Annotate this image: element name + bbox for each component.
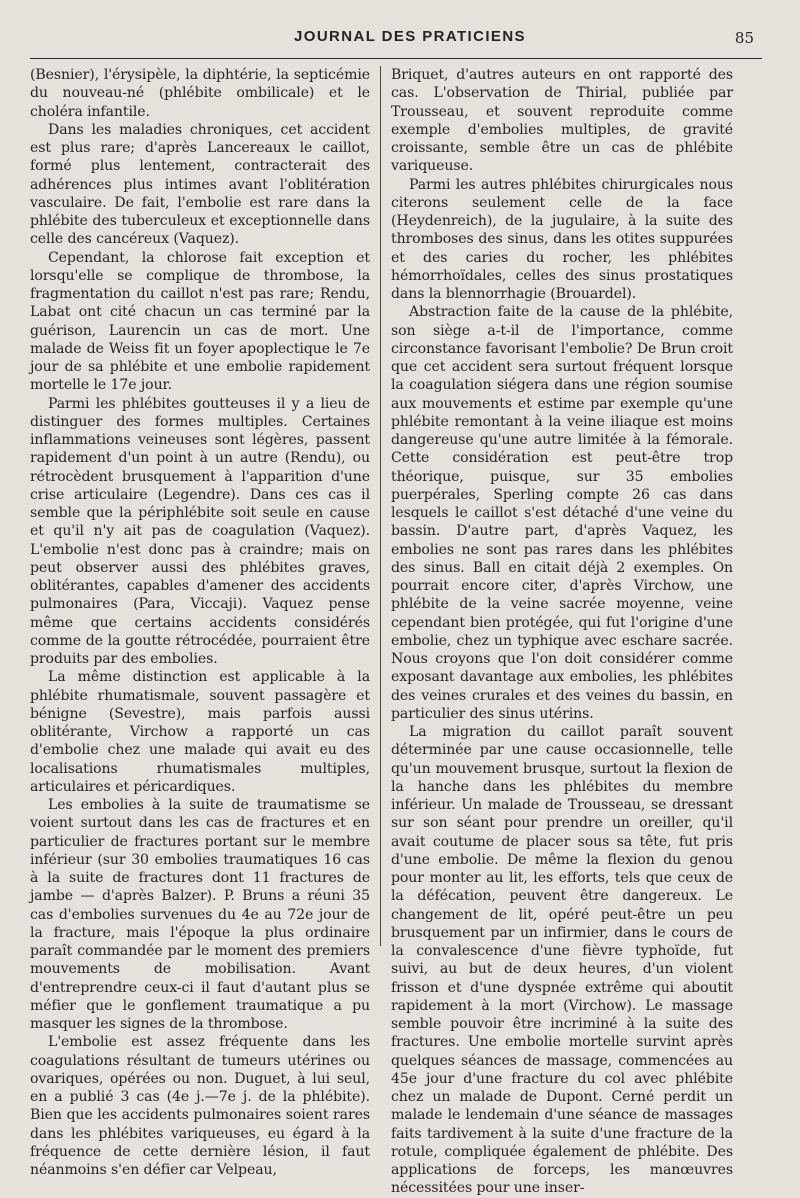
left-column	[30, 66, 370, 1178]
page-number: 85	[734, 29, 754, 47]
running-title: JOURNAL DES PRATICIENS	[294, 28, 526, 45]
paragraph: Abstraction faite de la cause de la phlébite, son siège a-t-il de l'importance, comme circonstance favorisant l'embolie? De Brun croit que cet accident sera surtout fréquent lorsque la coagulation siégera dans une région soumise aux mouvements et estime par exemple qu'une phlébite remontant à la veine iliaque est moins dangereuse qu'une autre limitée à la fémorale. Cette considération est peut-être trop théorique, puisque, sur 35 embolies puerpérales, Sperling compte 26 cas dans lesquels le caillot s'est détaché d'une veine du bassin. D'autre part, d'après Vaquez, les embolies ne sont pas rares dans les phlébites des sinus. Ball en citait déjà 2 exemples. On pourrait encore citer, d'après Virchow, une phlébite de la veine sacrée moyenne, veine cependant bien protégée, qui fut l'origine d'une embolie, chez un typhique avec eschare sacrée. Nous croyons que l'on doit considérer comme exposant davantage aux embolies, les phlébites des veines crurales et des veines du bassin, en particulier des sinus utérins.	[391, 304, 733, 722]
page-header	[30, 28, 790, 52]
paragraph: Parmi les phlébites goutteuses il y a lieu de distinguer des formes multiples. Certaines inflammations veineuses sont légères, passent rapidement d'un point à un autre (Rendu), ou rétrocèdent brusquement à l'apparition d'une crise articulaire (Legendre). Dans ces cas il semble que la périphlébite soit seule en cause et qu'il n'y ait pas de coagulation (Vaquez). L'embolie n'est donc pas à craindre; mais on peut observer aussi des phlébites graves, oblitérantes, capables d'amener des accidents pulmonaires (Para, Viccaji). Vaquez pense même que certains accidents considérés comme de la goutte rétrocédée, pourraient être produits par des embolies.	[30, 395, 370, 667]
paragraph: Cependant, la chlorose fait exception et lorsqu'elle se complique de thrombose, la fragmentation du caillot n'est pas rare; Rendu, Labat ont cité chacun un cas terminé par la guérison, Laurencin un cas de mort. Une malade de Weiss fit un foyer apoplectique le 7e jour de sa phlébite et une embolie rapidement mortelle le 17e jour.	[30, 249, 370, 394]
right-column	[391, 66, 733, 1197]
paragraph: (Besnier), l'érysipèle, la diphtérie, la septicémie du nouveau-né (phlébite ombilicale) et le choléra infantile.	[30, 67, 370, 120]
header-rule	[30, 58, 762, 59]
paragraph: L'embolie est assez fréquente dans les coagulations résultant de tumeurs utérines ou ovariques, opérées ou non. Duguet, à lui seul, en a publié 3 cas (4e j.—7e j. de la phlébite). Bien que les accidents pulmonaires soient rares dans les phlébites variqueuses, eu égard à la fréquence de cette dernière lésion, il faut néanmoins s'en défier car Velpeau,	[30, 1034, 370, 1178]
paragraph: Dans les maladies chroniques, cet accident est plus rare; d'après Lancereaux le caillot, formé plus lentement, contracterait des adhérences plus intimes avant l'oblitération vasculaire. De fait, l'embolie est rare dans la phlébite des tuberculeux et exceptionnelle dans celle des cancéreux (Vaquez).	[30, 121, 370, 248]
paragraph: Parmi les autres phlébites chirurgicales nous citerons seulement celle de la face (Heydenreich), de la jugulaire, à la suite des thromboses des sinus, dans les otites suppurées et des caries du rocher, les phlébites hémorrhoïdales, celles des sinus prostatiques dans la blennorrhagie (Brouardel).	[391, 176, 733, 302]
paragraph: La migration du caillot paraît souvent déterminée par une cause occasionnelle, telle qu'un mouvement brusque, surtout la flexion de la hanche dans les phlébites du membre inférieur. Un malade de Trousseau, se dressant sur son séant pour prendre un oreiller, qu'il avait coutume de placer sous sa tête, fut pris d'une embolie. De même la flexion du genou pour monter au lit, les efforts, tels que ceux de la défécation, peuvent être dangereux. Le changement de lit, opéré peut-être un peu brusquement par un infirmier, dans le cours de la convalescence d'une fièvre typhoïde, fut suivi, au but de deux heures, d'un violent frisson et d'une dyspnée extrême qui aboutit rapidement à la mort (Virchow). Le massage semble pouvoir être incriminé à la suite des fractures. Une embolie mortelle survint après quelques séances de massage, commencées au 45e jour d'une fracture du col avec phlébite chez un malade de Dupont. Cerné perdit un malade le lendemain d'une séance de massages faits tardivement à la suite d'une fracture de la rotule, compliquée également de phlébite. Des applications de forceps, les manœuvres nécessitées pour une inser-	[391, 724, 733, 1197]
paragraph: La même distinction est applicable à la phlébite rhumatismale, souvent passagère et bénigne (Sevestre), mais parfois aussi oblitérante, Virchow a rapporté un cas d'embolie chez une malade qui avait eu des localisations rhumatismales multiples, articulaires et péricardiques.	[30, 669, 370, 795]
paragraph: Briquet, d'autres auteurs en ont rapporté des cas. L'observation de Thirial, publiée par Trousseau, et souvent reproduite comme exemple d'embolies multiples, de gravité croissante, semble être un cas de phlébite variqueuse.	[391, 67, 733, 175]
column-divider	[380, 66, 381, 946]
paragraph: Les embolies à la suite de traumatisme se voient surtout dans les cas de fractures et en particulier de fractures portant sur le membre inférieur (sur 30 embolies traumatiques 16 cas à la suite de fractures dont 11 fractures de jambe — d'après Balzer). P. Bruns a réuni 35 cas d'embolies survenues du 4e au 72e jour de la fracture, mais l'époque la plus ordinaire paraît commandée par le moment des premiers mouvements de mobilisation. Avant d'entreprendre ceux-ci il faut d'autant plus se méfier que le gonflement traumatique a pu masquer les signes de la thrombose.	[30, 797, 370, 1032]
